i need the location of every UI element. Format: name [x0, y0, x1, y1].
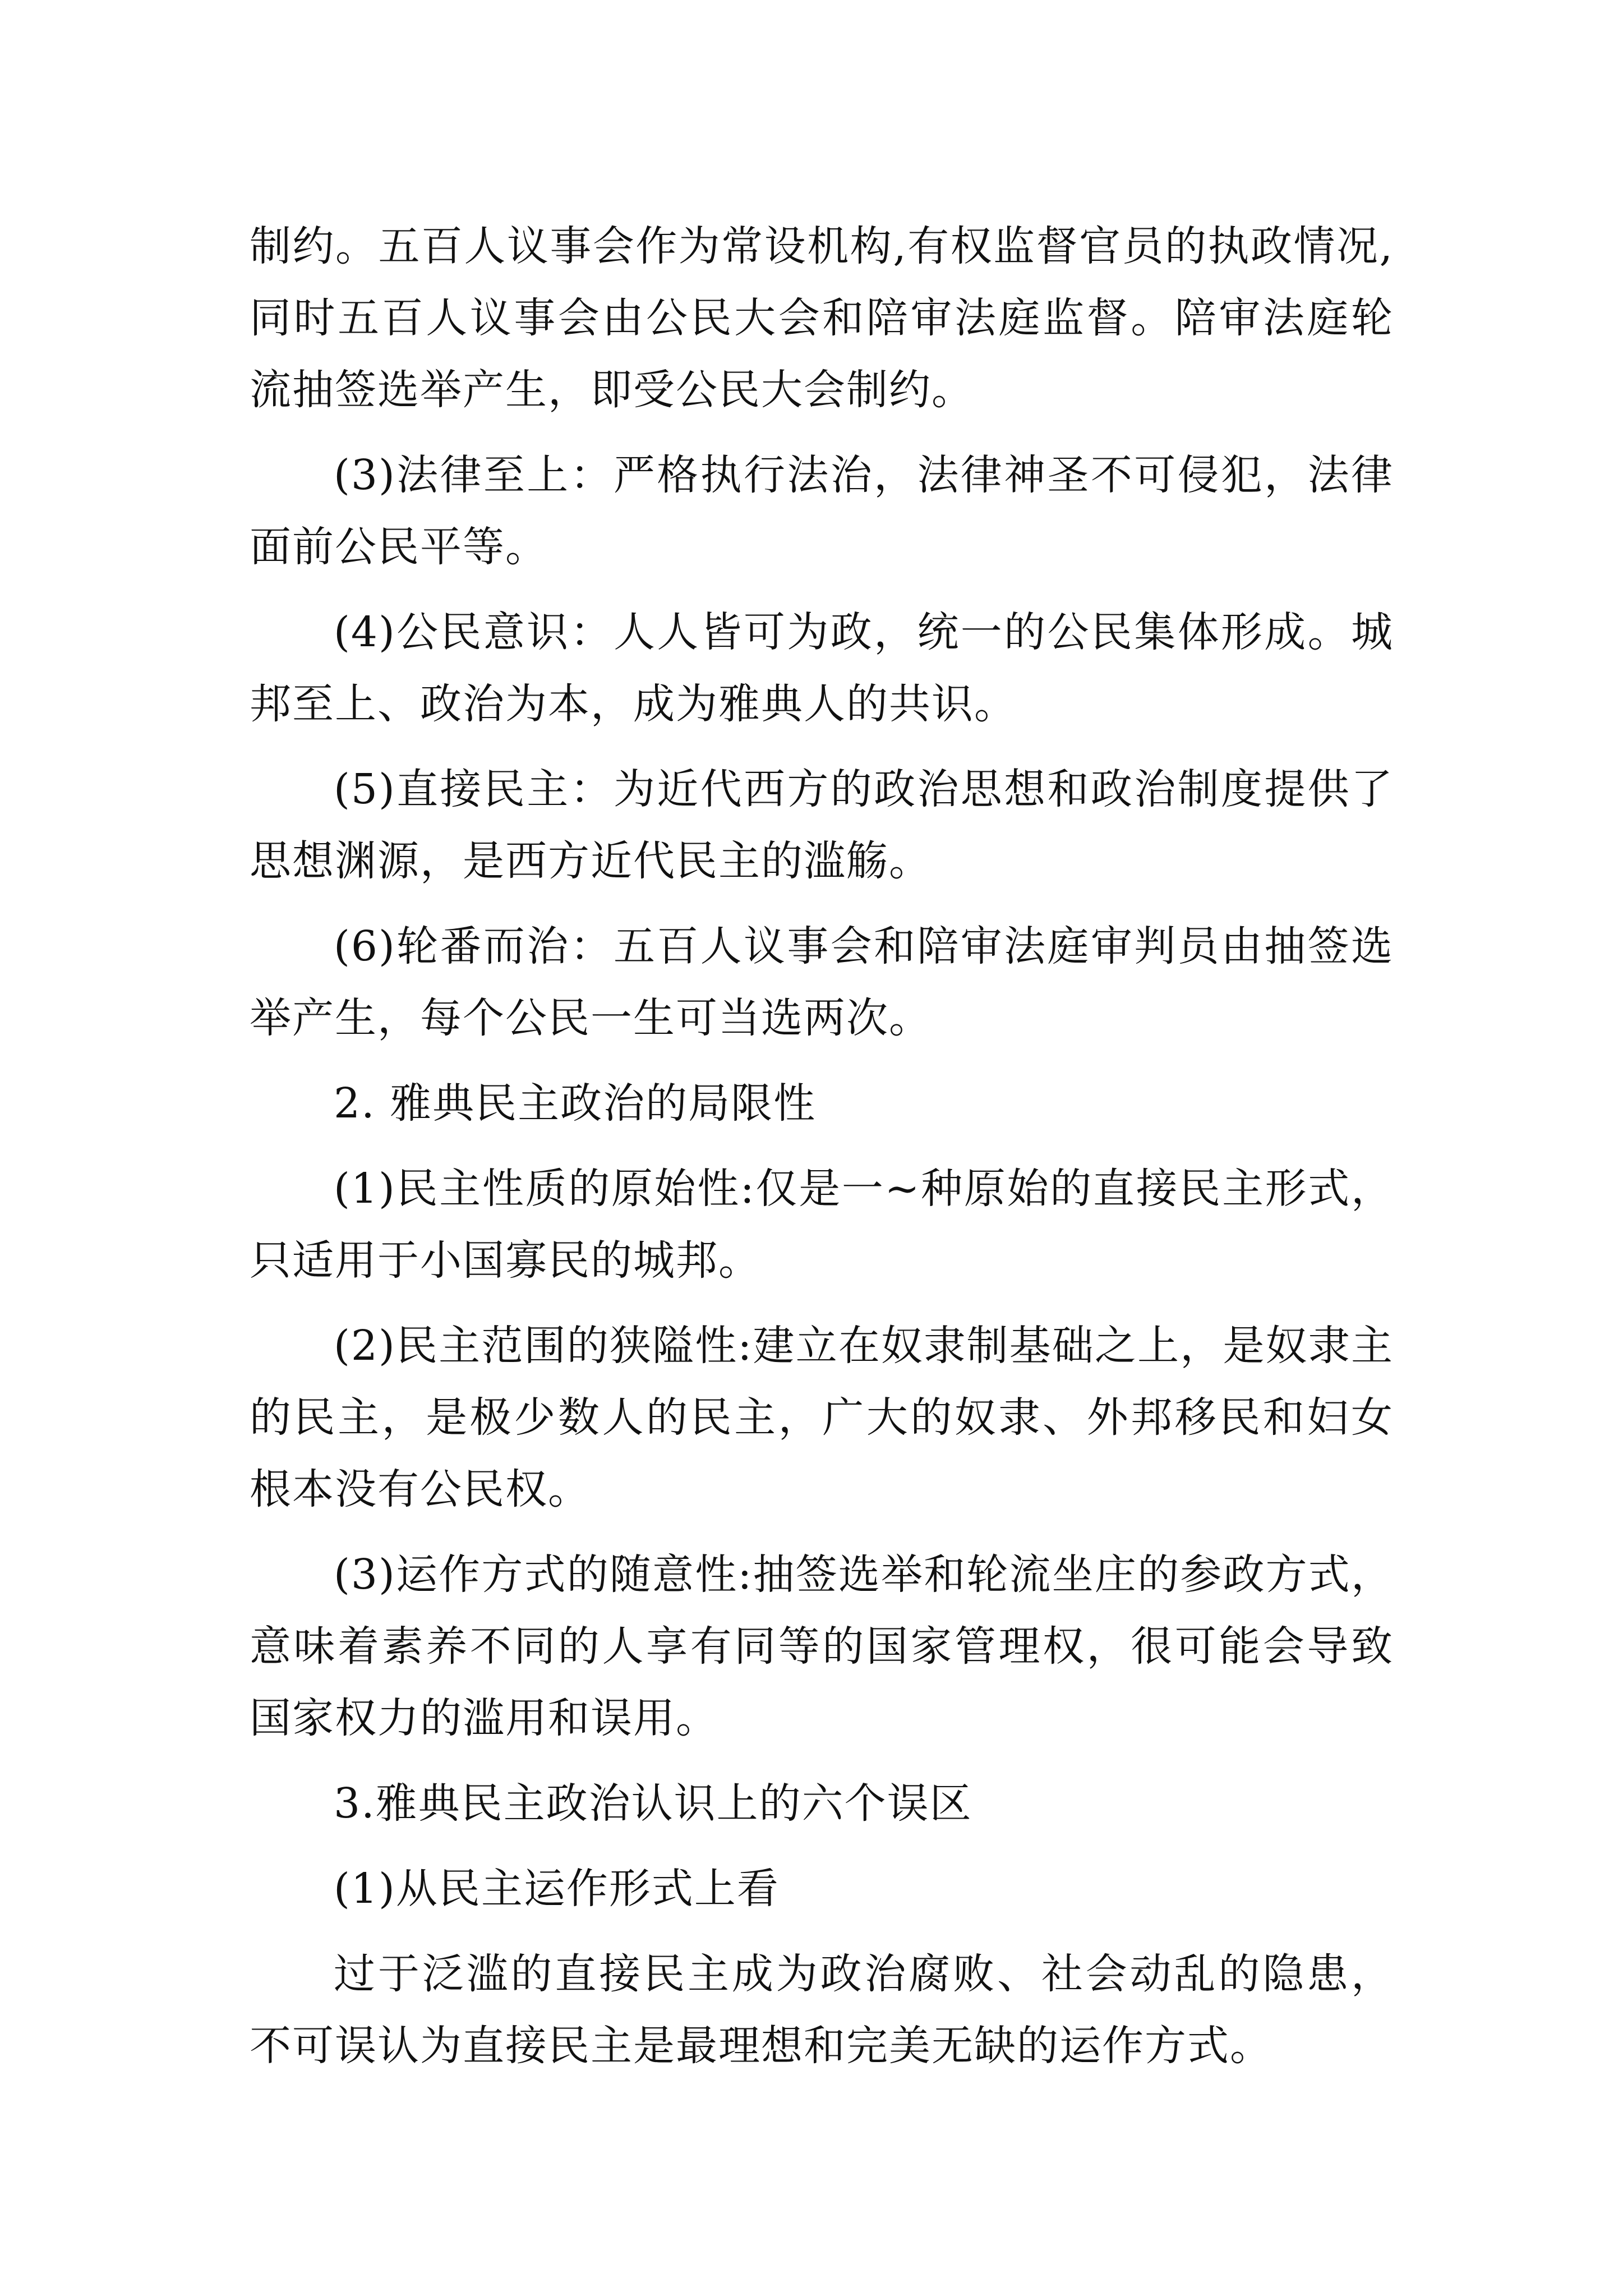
paragraph-1: 制约。五百人议事会作为常设机构,有权监督官员的执政情况,同时五百人议事会由公民大会和陪审法庭监督。陪审法庭轮流抽签选举产生，即受公民大会制约。: [250, 222, 1394, 414]
paragraph-5: (6)轮番而治：五百人议事会和陪审法庭审判员由抽签选举产生，每个公民一生可当选两次。: [250, 922, 1394, 1042]
paragraph-2: (3)法律至上：严格执行法治，法律神圣不可侵犯，法律面前公民平等。: [250, 451, 1394, 571]
paragraph-4: (5)直接民主：为近代西方的政治思想和政治制度提供了思想渊源，是西方近代民主的滥觞。: [250, 765, 1394, 885]
body-text: [250, 210, 1394, 2095]
section-heading-3: 3.雅典民主政治认识上的六个误区: [334, 1779, 972, 1828]
section-heading-2: 2. 雅典民主政治的局限性: [334, 1079, 817, 1128]
paragraph-7: (1)民主性质的原始性:仅是一~种原始的直接民主形式，只适用于小国寡民的城邦。: [250, 1165, 1394, 1285]
paragraph-9: (3)运作方式的随意性:抽签选举和轮流坐庄的参政方式，意味着素养不同的人享有同等的国家管理权，很可能会导致国家权力的滥用和误用。: [250, 1550, 1394, 1742]
paragraph-8: (2)民主范围的狭隘性:建立在奴隶制基础之上，是奴隶主的民主，是极少数人的民主，广大的奴隶、外邦移民和妇女根本没有公民权。: [250, 1322, 1394, 1513]
subheading-1: (1)从民主运作形式上看: [334, 1865, 780, 1913]
paragraph-3: (4)公民意识：人人皆可为政，统一的公民集体形成。城邦至上、政治为本，成为雅典人的共识。: [250, 608, 1394, 728]
paragraph-12: 过于泛滥的直接民主成为政治腐败、社会动乱的隐患，不可误认为直接民主是最理想和完美无缺的运作方式。: [250, 1950, 1394, 2070]
